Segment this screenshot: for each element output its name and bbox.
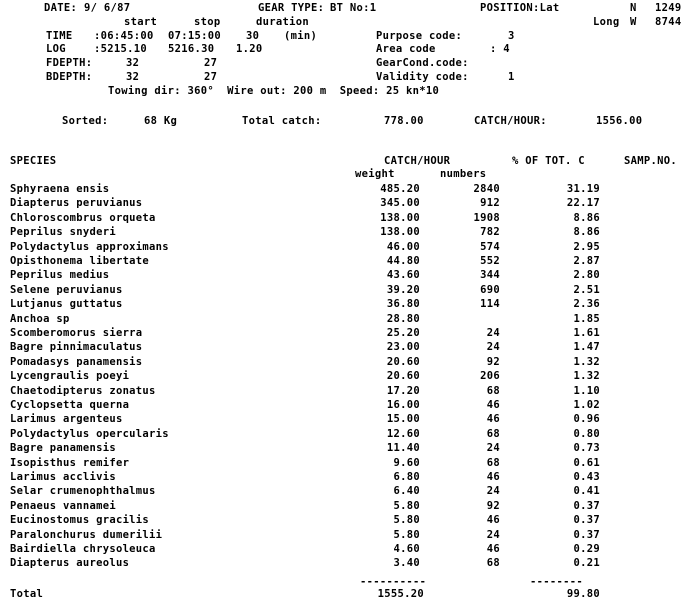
numbers-value: 24 — [486, 442, 500, 455]
weight-value: 15.00 — [386, 413, 420, 426]
catch-per-hour-label: CATCH/HOUR: — [474, 115, 547, 127]
percent-value: 0.73 — [573, 442, 600, 455]
percent-value: 0.29 — [573, 543, 600, 555]
sorted-label: Sorted: — [62, 115, 109, 127]
sorted-value: 68 Kg — [144, 115, 178, 127]
numbers-value: 690 — [480, 283, 500, 296]
percent-value: 1.32 — [573, 370, 600, 383]
percent-value: 0.21 — [573, 557, 600, 570]
long-hemisphere: W — [630, 16, 637, 28]
numbers-value: 2840 — [473, 183, 500, 195]
purpose-code-value: 3 — [508, 30, 515, 42]
sample-number-column-header: SAMP.NO. — [624, 155, 677, 167]
species-name: Peprilus medius — [10, 269, 110, 282]
species-name: Scomberomorus sierra — [10, 327, 143, 339]
catch-per-hour-value: 1556.00 — [596, 115, 643, 127]
numbers-value: 24 — [486, 327, 500, 339]
duration-column-label: duration — [256, 16, 309, 28]
stop-column-label: stop — [194, 16, 221, 28]
species-name: Chloroscombrus orqueta — [10, 211, 156, 224]
species-column-header: SPECIES — [10, 155, 57, 167]
numbers-value: 92 — [486, 355, 500, 368]
percent-value: 2.87 — [573, 255, 600, 267]
time-duration: 30 — [246, 30, 260, 42]
species-name: Selene peruvianus — [10, 283, 123, 296]
numbers-value: 68 — [486, 384, 500, 397]
bdepth-stop: 27 — [204, 71, 218, 83]
weight-value: 5.80 — [393, 514, 420, 527]
species-name: Sphyraena ensis — [10, 183, 110, 195]
percent-value: 1.85 — [573, 312, 600, 325]
time-unit: (min) — [284, 30, 318, 42]
species-name: Pomadasys panamensis — [10, 355, 143, 368]
weight-column-header: weight — [355, 168, 395, 180]
weight-value: 5.80 — [393, 499, 420, 512]
time-stop: 07:15:00 — [168, 30, 221, 42]
species-name: Diapterus aureolus — [10, 557, 130, 570]
numbers-value: 46 — [486, 514, 500, 527]
numbers-value: 68 — [486, 456, 500, 469]
species-name: Bairdiella chrysoleuca — [10, 543, 156, 555]
log-duration: 1.20 — [236, 43, 263, 55]
weight-value: 12.60 — [386, 427, 420, 440]
date-label: DATE: — [44, 2, 78, 14]
lat-hemisphere: N — [630, 2, 637, 14]
numbers-value: 344 — [480, 269, 500, 282]
percent-value: 1.61 — [573, 327, 600, 339]
numbers-value: 552 — [480, 255, 500, 267]
numbers-value: 46 — [486, 413, 500, 426]
total-label: Total — [10, 588, 44, 600]
weight-value: 16.00 — [386, 399, 420, 411]
total-catch-label: Total catch: — [242, 115, 322, 127]
species-name: Opisthonema libertate — [10, 255, 150, 267]
bdepth-start: 32 — [126, 71, 140, 83]
weight-value: 23.00 — [386, 341, 420, 354]
percent-value: 1.10 — [573, 384, 600, 397]
numbers-value: 24 — [486, 485, 500, 498]
species-name: Larimus argenteus — [10, 413, 123, 426]
species-name: Eucinostomus gracilis — [10, 514, 150, 527]
weight-value: 39.20 — [386, 283, 420, 296]
fdepth-stop: 27 — [204, 57, 218, 69]
percent-value: 1.02 — [573, 399, 600, 411]
percent-value: 2.51 — [573, 283, 600, 296]
total-catch-value: 778.00 — [384, 115, 424, 127]
percent-value: 0.41 — [573, 485, 600, 498]
log-start: :5215.10 — [94, 43, 147, 55]
total-percent: 99.80 — [566, 588, 600, 600]
long-label: Long — [593, 16, 620, 28]
numbers-value: 92 — [486, 499, 500, 512]
total-weight: 1555.20 — [377, 588, 424, 600]
numbers-value: 114 — [480, 298, 500, 311]
weight-value: 5.80 — [393, 528, 420, 541]
species-name: Bagre pinnimaculatus — [10, 341, 143, 354]
percent-total-rule: -------- — [530, 576, 583, 588]
numbers-value: 912 — [480, 197, 500, 210]
numbers-value: 24 — [486, 528, 500, 541]
species-name: Diapterus peruvianus — [10, 197, 143, 210]
weight-value: 138.00 — [380, 211, 420, 224]
numbers-value: 46 — [486, 543, 500, 555]
numbers-value: 24 — [486, 341, 500, 354]
numbers-value: 782 — [480, 226, 500, 239]
percent-value: 2.36 — [573, 298, 600, 311]
gear-condition-label: GearCond.code: — [376, 57, 469, 69]
species-name: Lutjanus guttatus — [10, 298, 123, 311]
species-name: Isopisthus remifer — [10, 456, 130, 469]
species-name: Polydactylus approximans — [10, 240, 169, 253]
weight-value: 485.20 — [380, 183, 420, 195]
weight-value: 25.20 — [386, 327, 420, 339]
numbers-value: 46 — [486, 399, 500, 411]
weight-value: 138.00 — [380, 226, 420, 239]
weight-value: 20.60 — [386, 355, 420, 368]
weight-total-rule: ---------- — [360, 576, 427, 588]
numbers-value: 68 — [486, 427, 500, 440]
species-name: Peprilus snyderi — [10, 226, 116, 239]
area-code-label: Area code — [376, 43, 436, 55]
area-code-value: : 4 — [490, 43, 510, 55]
catch-per-hour-column-header: CATCH/HOUR — [384, 155, 451, 167]
percent-value: 0.43 — [573, 471, 600, 483]
species-name: Anchoa sp — [10, 312, 70, 325]
numbers-value: 1908 — [473, 211, 500, 224]
purpose-code-label: Purpose code: — [376, 30, 463, 42]
fdepth-label: FDEPTH: — [46, 57, 93, 69]
long-value: 8744 — [655, 16, 682, 28]
weight-value: 345.00 — [380, 197, 420, 210]
percent-value: 0.61 — [573, 456, 600, 469]
gear-type-value: BT No:1 — [330, 2, 377, 14]
time-start: :06:45:00 — [94, 30, 154, 42]
percent-value: 0.96 — [573, 413, 600, 426]
weight-value: 36.80 — [386, 298, 420, 311]
percent-value: 2.80 — [573, 269, 600, 282]
percent-value: 22.17 — [566, 197, 600, 210]
percent-value: 8.86 — [573, 226, 600, 239]
species-name: Larimus acclivis — [10, 471, 116, 483]
numbers-value: 206 — [480, 370, 500, 383]
gear-type-label: GEAR TYPE: — [258, 2, 325, 14]
weight-value: 17.20 — [386, 384, 420, 397]
weight-value: 43.60 — [386, 269, 420, 282]
weight-value: 3.40 — [393, 557, 420, 570]
date-value: 9/ 6/87 — [84, 2, 131, 14]
validity-code-label: Validity code: — [376, 71, 469, 83]
species-name: Selar crumenophthalmus — [10, 485, 156, 498]
percent-value: 2.95 — [573, 240, 600, 253]
species-name: Penaeus vannamei — [10, 499, 116, 512]
weight-value: 44.80 — [386, 255, 420, 267]
percent-value: 0.37 — [573, 528, 600, 541]
percent-value: 0.37 — [573, 514, 600, 527]
weight-value: 20.60 — [386, 370, 420, 383]
lat-value: 1249 — [655, 2, 682, 14]
species-name: Polydactylus opercularis — [10, 427, 169, 440]
weight-value: 6.40 — [393, 485, 420, 498]
weight-value: 28.80 — [386, 312, 420, 325]
numbers-column-header: numbers — [440, 168, 487, 180]
position-label: POSITION:Lat — [480, 2, 560, 14]
percent-value: 1.32 — [573, 355, 600, 368]
weight-value: 4.60 — [393, 543, 420, 555]
species-name: Chaetodipterus zonatus — [10, 384, 156, 397]
species-name: Paralonchurus dumerilii — [10, 528, 163, 541]
time-label: TIME — [46, 30, 73, 42]
validity-code-value: 1 — [508, 71, 515, 83]
log-stop: 5216.30 — [168, 43, 215, 55]
species-name: Lycengraulis poeyi — [10, 370, 130, 383]
species-name: Bagre panamensis — [10, 442, 116, 455]
weight-value: 11.40 — [386, 442, 420, 455]
fdepth-start: 32 — [126, 57, 140, 69]
numbers-value: 574 — [480, 240, 500, 253]
weight-value: 9.60 — [393, 456, 420, 469]
weight-value: 46.00 — [386, 240, 420, 253]
numbers-value: 68 — [486, 557, 500, 570]
percent-value: 0.37 — [573, 499, 600, 512]
start-column-label: start — [124, 16, 158, 28]
log-label: LOG — [46, 43, 66, 55]
species-name: Cyclopsetta querna — [10, 399, 130, 411]
percent-value: 1.47 — [573, 341, 600, 354]
percent-value: 0.80 — [573, 427, 600, 440]
numbers-value: 46 — [486, 471, 500, 483]
percent-total-column-header: % OF TOT. C — [512, 155, 585, 167]
weight-value: 6.80 — [393, 471, 420, 483]
towing-line: Towing dir: 360° Wire out: 200 m Speed: 25 kn*10 — [108, 85, 440, 97]
bdepth-label: BDEPTH: — [46, 71, 93, 83]
percent-value: 8.86 — [573, 211, 600, 224]
percent-value: 31.19 — [566, 183, 600, 195]
